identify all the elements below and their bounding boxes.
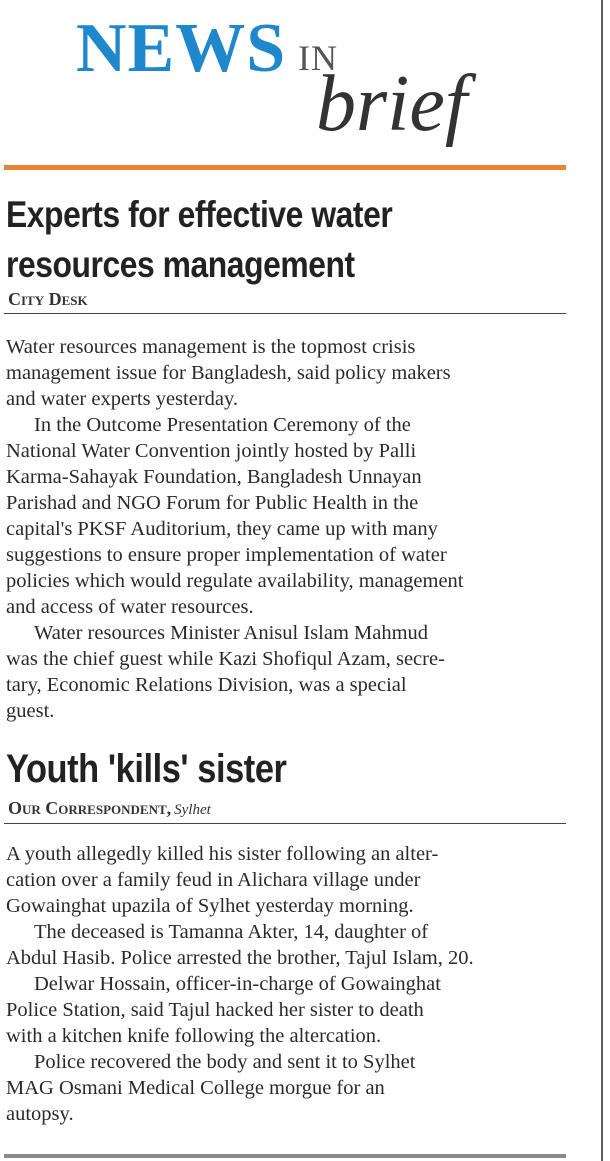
story-1-body <box>6 334 568 724</box>
body-line: Abdul Hasib. Police arrested the brother, Tajul Islam, 20. <box>6 947 474 969</box>
body-line: Gowainghat upazila of Sylhet yesterday morning. <box>6 895 414 917</box>
story-1-byline <box>8 288 88 310</box>
story-2-headline <box>6 745 286 793</box>
body-line: Police Station, said Tajul hacked her sister to death <box>6 999 424 1021</box>
body-line: Delwar Hossain, officer-in-charge of Gowainghat <box>34 973 441 995</box>
body-line: In the Outcome Presentation Ceremony of the <box>34 414 411 436</box>
body-line: Water resources management is the topmost crisis <box>6 336 416 358</box>
headline-line: Youth 'kills' sister <box>6 747 287 791</box>
body-line: Karma-Sahayak Foundation, Bangladesh Unnayan <box>6 466 422 488</box>
body-line: cation over a family feud in Alichara village under <box>6 869 421 891</box>
body-line: suggestions to ensure proper implementation of water <box>6 544 447 566</box>
bottom-rule <box>4 1154 566 1158</box>
body-line: policies which would regulate availability, management <box>6 570 464 592</box>
body-line: A youth allegedly killed his sister following an alter- <box>6 843 439 865</box>
story-2-byline-rule <box>4 823 566 824</box>
story-2-body <box>6 841 568 1127</box>
masthead <box>0 0 600 160</box>
masthead-rule <box>4 165 566 170</box>
body-line: Water resources Minister Anisul Islam Mahmud <box>34 622 429 644</box>
byline-author: City Desk <box>8 289 88 309</box>
masthead-in: IN <box>298 38 338 78</box>
masthead-news: NEWS <box>76 10 287 87</box>
byline-author: Our Correspondent <box>8 798 167 818</box>
body-line: guest. <box>6 700 55 722</box>
story-1-headline <box>6 190 488 290</box>
body-line: The deceased is Tamanna Akter, 14, daughter of <box>34 921 429 943</box>
body-line: autopsy. <box>6 1103 74 1125</box>
masthead-brief: brief <box>316 60 468 148</box>
body-line: was the chief guest while Kazi Shofiqul Azam, secre- <box>6 648 445 670</box>
body-line: National Water Convention jointly hosted by Palli <box>6 440 417 462</box>
story-1-byline-rule <box>4 313 566 314</box>
body-line: Police recovered the body and sent it to Sylhet <box>34 1051 416 1073</box>
column-divider <box>601 0 603 1161</box>
headline-line: Experts for effective water <box>6 194 393 235</box>
byline-place: Sylhet <box>174 802 211 818</box>
body-line: with a kitchen knife following the altercation. <box>6 1025 382 1047</box>
body-line: tary, Economic Relations Division, was a special <box>6 674 407 696</box>
byline-comma: , <box>166 798 172 818</box>
body-line: management issue for Bangladesh, said policy makers <box>6 362 451 384</box>
body-line: and access of water resources. <box>6 596 254 618</box>
body-line: and water experts yesterday. <box>6 388 239 410</box>
body-line: Parishad and NGO Forum for Public Health in the <box>6 492 419 514</box>
body-line: capital's PKSF Auditorium, they came up with many <box>6 518 438 540</box>
headline-line: resources management <box>6 244 355 285</box>
body-line: MAG Osmani Medical College morgue for an <box>6 1077 385 1099</box>
story-2-byline <box>8 797 211 821</box>
